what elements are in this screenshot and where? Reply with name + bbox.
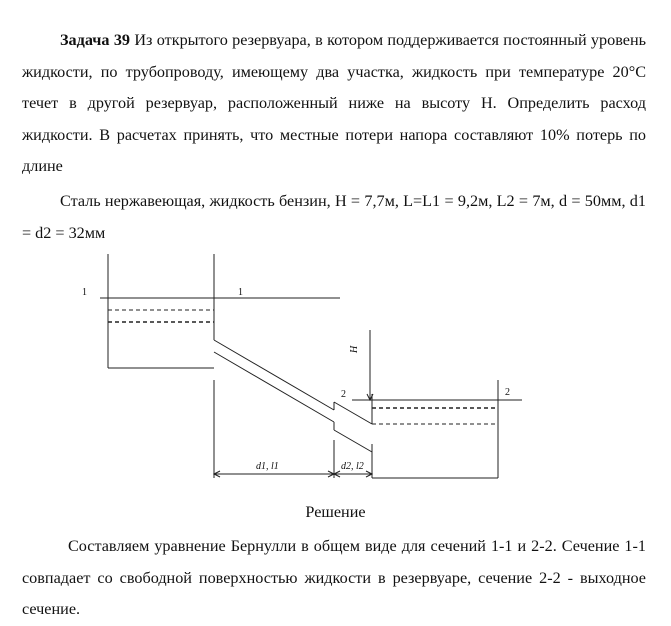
segment-2-dimension-label: d2, l2 — [341, 461, 364, 472]
section-1-label-right: 1 — [238, 287, 243, 298]
pipe-1-upper-edge — [214, 340, 334, 410]
problem-conditions: Сталь нержавеющая, жидкость бензин, Н = 7,7м, L=L1 = 9,2м, L2 = 7м, d = 50мм, d1 = d2 = 32мм — [22, 192, 646, 242]
pipe-2-upper-edge — [334, 402, 372, 424]
pipe-2-lower-edge — [334, 430, 372, 452]
solution-text: Составляем уравнение Бернулли в общем виде для сечений 1-1 и 2-2. Сечение 1-1 совпадает со свободной поверхностью жидкости в резервуаре, сечение 2-2 - выходное сечение. — [22, 537, 646, 618]
solution-heading: Решение — [305, 503, 366, 521]
section-2-label-left: 2 — [341, 389, 346, 400]
problem-title: Задача 39 — [60, 31, 131, 49]
section-2-label-right: 2 — [505, 387, 510, 398]
reservoir-pipeline-diagram — [0, 240, 671, 500]
problem-paragraph — [22, 25, 646, 183]
segment-1-dimension-label: d1, l1 — [256, 461, 279, 472]
height-label: H — [349, 345, 360, 353]
pipe-1-lower-edge — [214, 352, 334, 422]
problem-text: Из открытого резервуара, в котором поддерживается постоянный уровень жидкости, по трубопроводу, имеющему два участка, жидкость при температуре 20°С течет в другой резервуар, расположенный ниже на высоту Н. Определить расход жидкости. В расчетах принять, что местные потери напора составляют 10% потерь по длине — [22, 31, 646, 175]
section-1-label-left: 1 — [82, 287, 87, 298]
